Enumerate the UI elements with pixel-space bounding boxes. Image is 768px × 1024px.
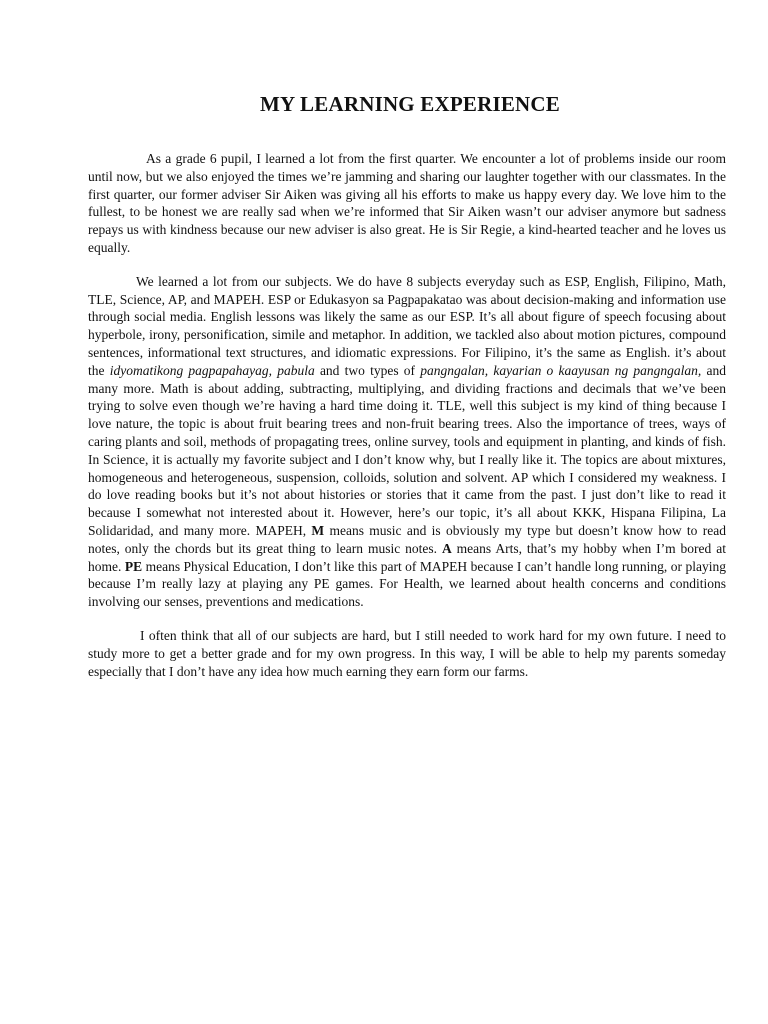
bold-term: M: [311, 522, 325, 538]
paragraph-text: and two types of: [314, 362, 421, 378]
bold-term: PE: [124, 558, 143, 574]
document-body: [88, 150, 726, 696]
paragraph-text: I often think that all of our subjects are hard, but I still needed to work hard for my own future. I need to study more to get a better grade and for my own progress. In this way, I will be able to help my parents someday especially that I don’t have any idea how much earning they earn form our farms.: [88, 627, 726, 679]
paragraph-subjects: [88, 273, 726, 611]
paragraph-text: As a grade 6 pupil, I learned a lot from the first quarter. We encounter a lot of problems inside our room until now, but we also enjoyed the times we’re jamming and sharing our laughter together with our classmates. In the first quarter, our former adviser Sir Aiken was giving all his efforts to make us happy every day. We love him to the fullest, to be honest we are really sad when we’re informed that Sir Aiken wasn’t our adviser anymore but sadness repays us with kindness because our new adviser is also great. He is Sir Regie, a kind-hearted teacher and he loves us equally.: [88, 151, 726, 255]
italic-term: idyomatikong pagpapahayag, pabula: [109, 362, 315, 378]
document-title: MY LEARNING EXPERIENCE: [260, 92, 560, 116]
paragraph-text: We learned a lot from our subjects. We do have 8 subjects everyday such as ESP, English, Filipino, Math, TLE, Science, AP, and MAPEH. ESP or Edukasyon sa Pagpapakatao was about decision-making and information use through social media. English lessons was likely the same as our ESP. It’s all about figure of speech focusing about hyperbole, irony, personification, simile and metaphor. In addition, we tackled also about motion pictures, compound sentences, informational text structures, and idiomatic expressions. For Filipino, it’s the same as English. it’s about the: [88, 273, 726, 378]
italic-term: pangngalan, kayarian o kaayusan ng pangngalan,: [420, 362, 702, 378]
paragraph-text: means Physical Education, I don’t like this part of MAPEH because I can’t handle long running, or playing because I’m really lazy at playing any PE games. For Health, we learned about health concerns and conditions involving our senses, preventions and medications.: [88, 558, 726, 610]
paragraph-conclusion: [88, 627, 726, 680]
paragraph-text: means music and is obviously my type but doesn’t know how to read notes, only the chords but its great thing to learn music notes.: [88, 522, 726, 556]
paragraph-text: means Arts, that’s my hobby when I’m bored at home.: [88, 540, 726, 574]
paragraph-text: and many more. Math is about adding, subtracting, multiplying, and dividing fractions and decimals that we’ve been trying to solve even though we’re having a hard time doing it. TLE, well this subject is my kind of thing because I love nature, the topic is about fruit bearing trees and non-fruit bearing trees. Also the importance of trees, ways of caring plants and soil, methods of propagating trees, online survey, tools and equipment in planting, and kinds of fish. In Science, it is actually my favorite subject and I don’t know why, but I really like it. The topics are about mixtures, homogeneous and heterogeneous, suspension, colloids, solution and solvent. AP which I considered my weakness. I do love reading books but it’s not about histories or stories that it came from the past. I just don’t like to read it because I somewhat not interested about it. However, here’s our topic, it’s all about KKK, Hispana Filipina, La Solidaridad, and many more. MAPEH,: [88, 362, 726, 538]
bold-term: A: [441, 540, 452, 556]
paragraph-intro: [88, 150, 726, 257]
